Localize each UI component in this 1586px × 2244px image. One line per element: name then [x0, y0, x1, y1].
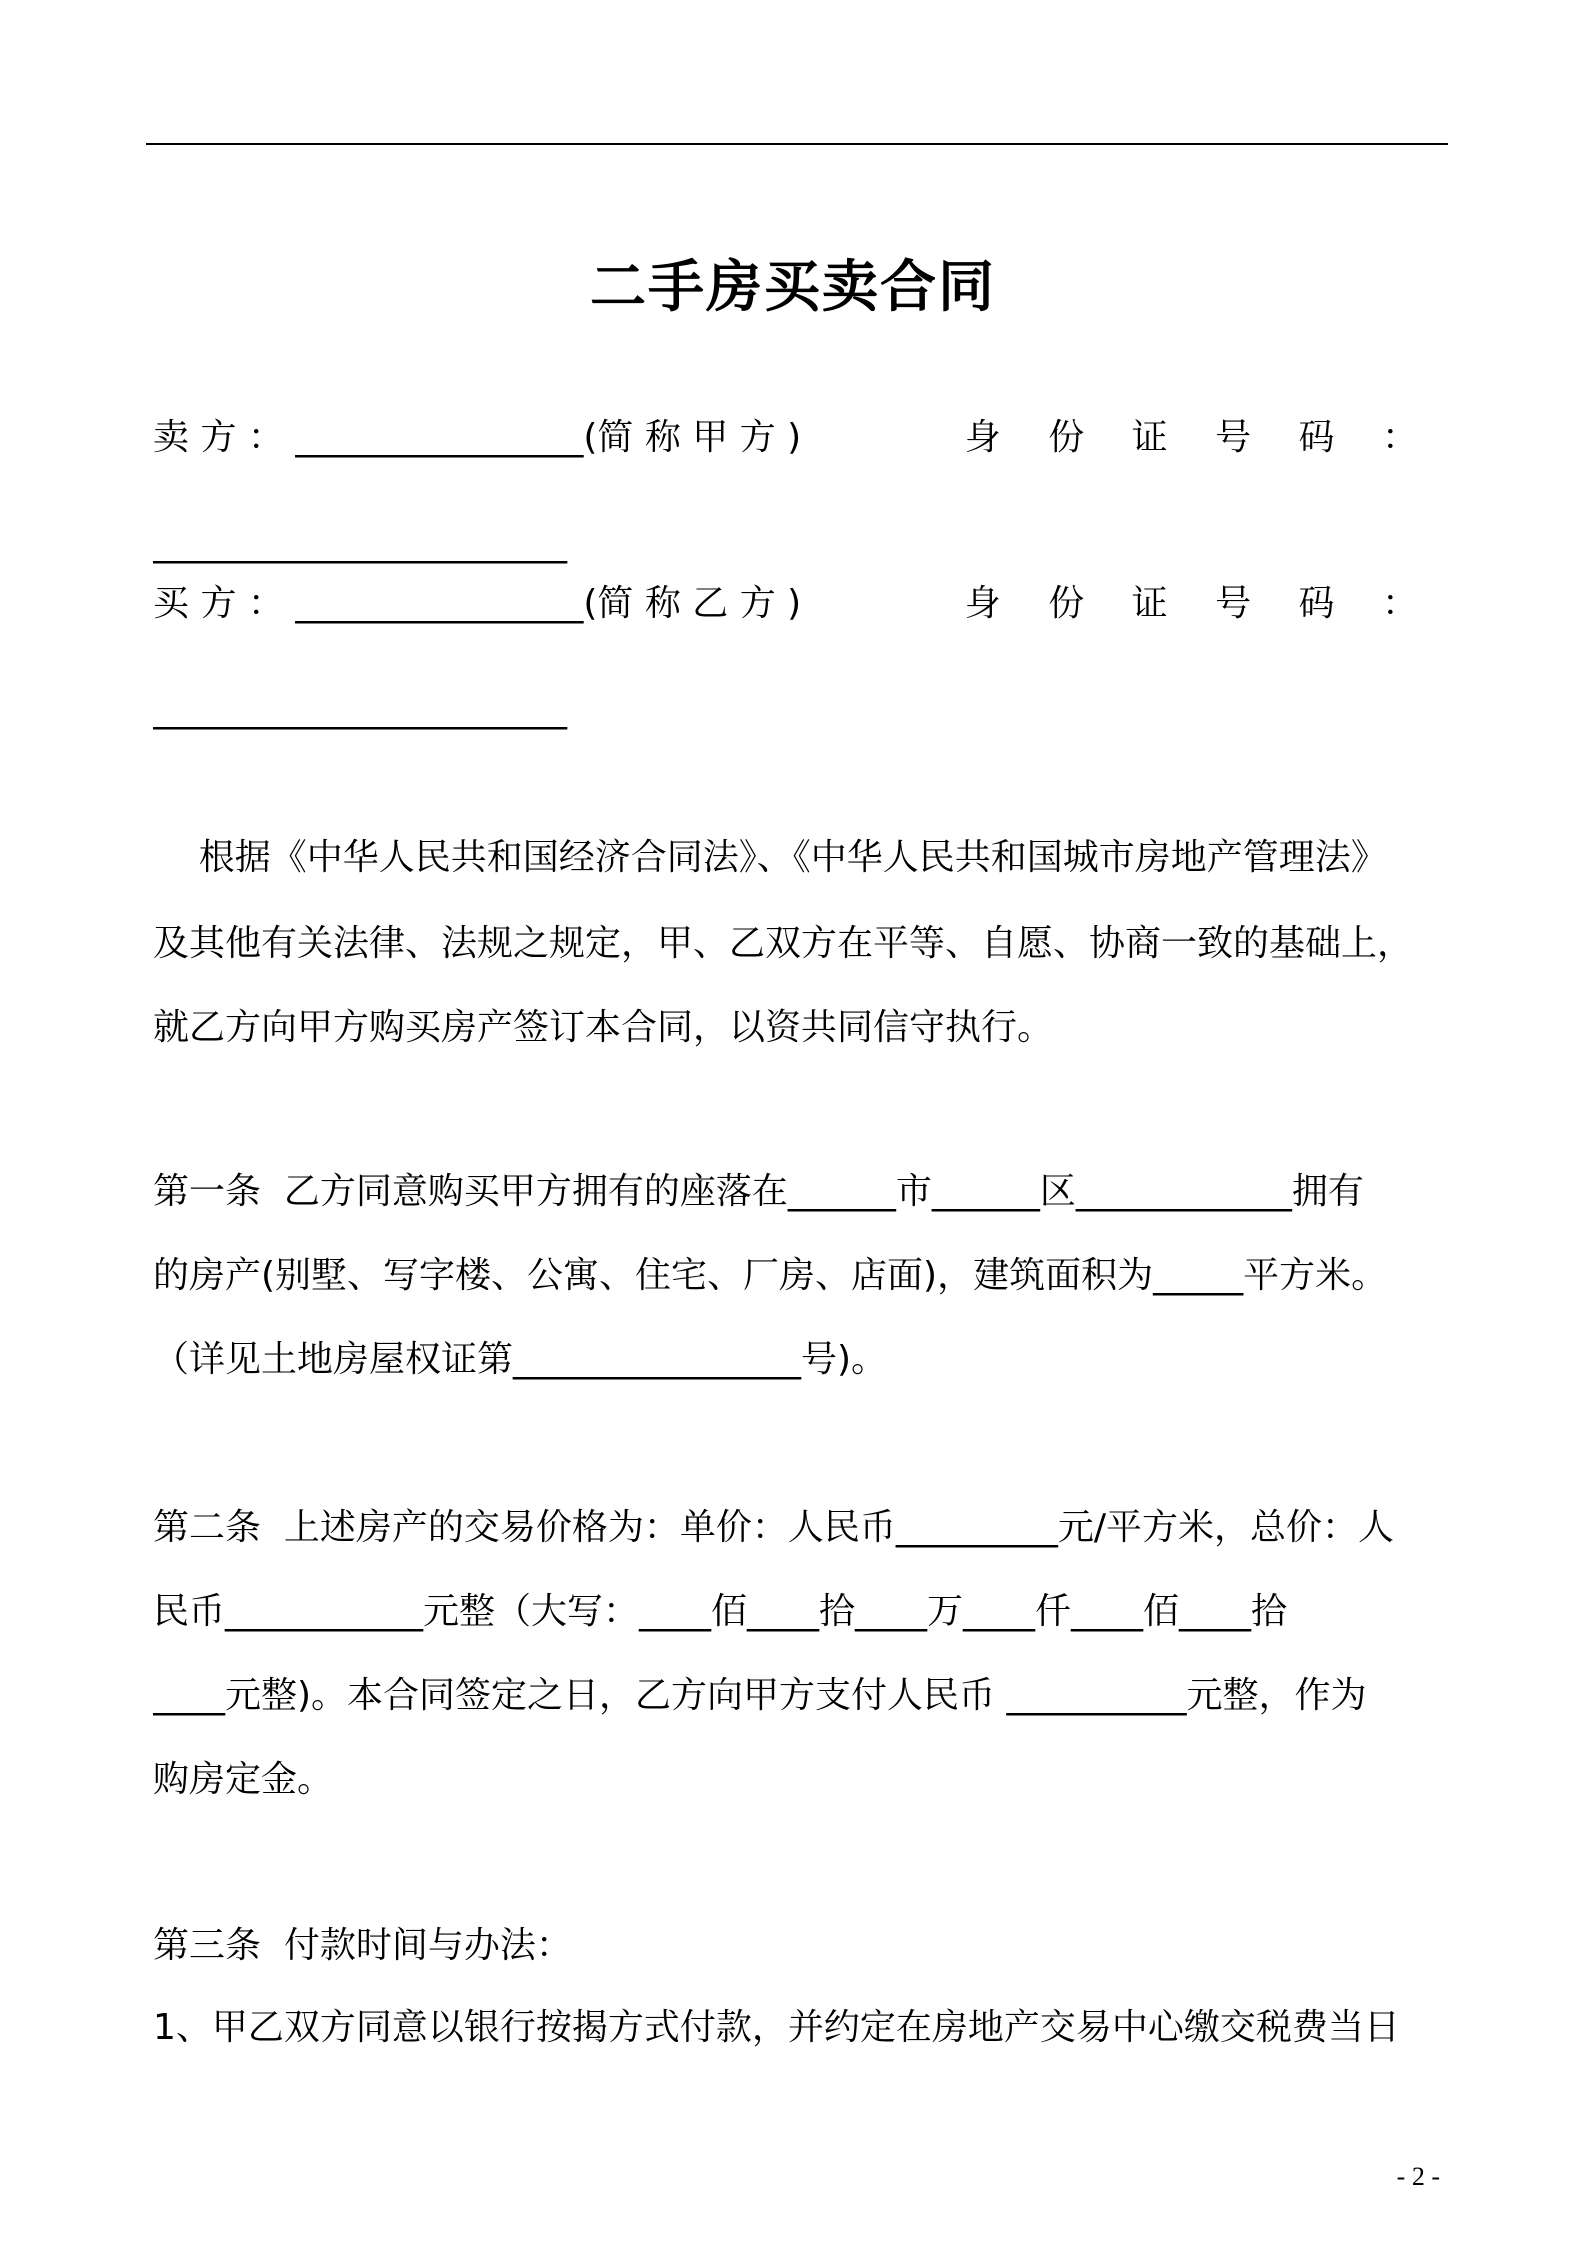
buyer-id-blank: _______________________: [153, 689, 567, 730]
seller-id-label: 身 份 证 号 码 ：: [964, 417, 1436, 458]
preamble-line: 就乙方向甲方购买房产签订本合同，以资共同信守执行。: [153, 1007, 1054, 1048]
seller-line: 卖 方 ： ________________(简 称 甲 方 ): [153, 417, 802, 458]
preamble-line: 及其他有关法律、法规之规定，甲、乙双方在平等、自愿、协商一致的基础上，: [153, 923, 1414, 964]
header-rule: [146, 143, 1448, 145]
article3-title: 第三条 付款时间与办法：: [153, 1925, 572, 1966]
page-number: - 2 -: [1396, 2162, 1440, 2191]
article1-line: 第一条 乙方同意购买甲方拥有的座落在______市______区____________拥有: [153, 1171, 1364, 1212]
article1-line: （详见土地房屋权证第________________号)。: [153, 1339, 888, 1380]
document-title: 二手房买卖合同: [590, 255, 996, 320]
article2-line: ____元整)。本合同签定之日，乙方向甲方支付人民币 __________元整，作为: [153, 1675, 1367, 1716]
preamble-line: 根据《中华人民共和国经济合同法》、《中华人民共和国城市房地产管理法》: [153, 837, 1387, 878]
article2-line: 购房定金。: [153, 1759, 334, 1800]
article1-line: 的房产(别墅、写字楼、公寓、住宅、厂房、店面)，建筑面积为_____平方米。: [153, 1255, 1388, 1296]
buyer-line: 买 方 ： ________________(简 称 乙 方 ): [153, 583, 802, 624]
buyer-id-label: 身 份 证 号 码 ：: [964, 583, 1436, 624]
article3-item: 1、甲乙双方同意以银行按揭方式付款，并约定在房地产交易中心缴交税费当日: [153, 2007, 1400, 2048]
article2-line: 第二条 上述房产的交易价格为：单价：人民币_________元/平方米，总价：人: [153, 1507, 1395, 1548]
seller-id-blank: _______________________: [153, 523, 567, 564]
article2-line: 民币___________元整（大写：____佰____拾____万____仟____佰____拾: [153, 1591, 1288, 1632]
